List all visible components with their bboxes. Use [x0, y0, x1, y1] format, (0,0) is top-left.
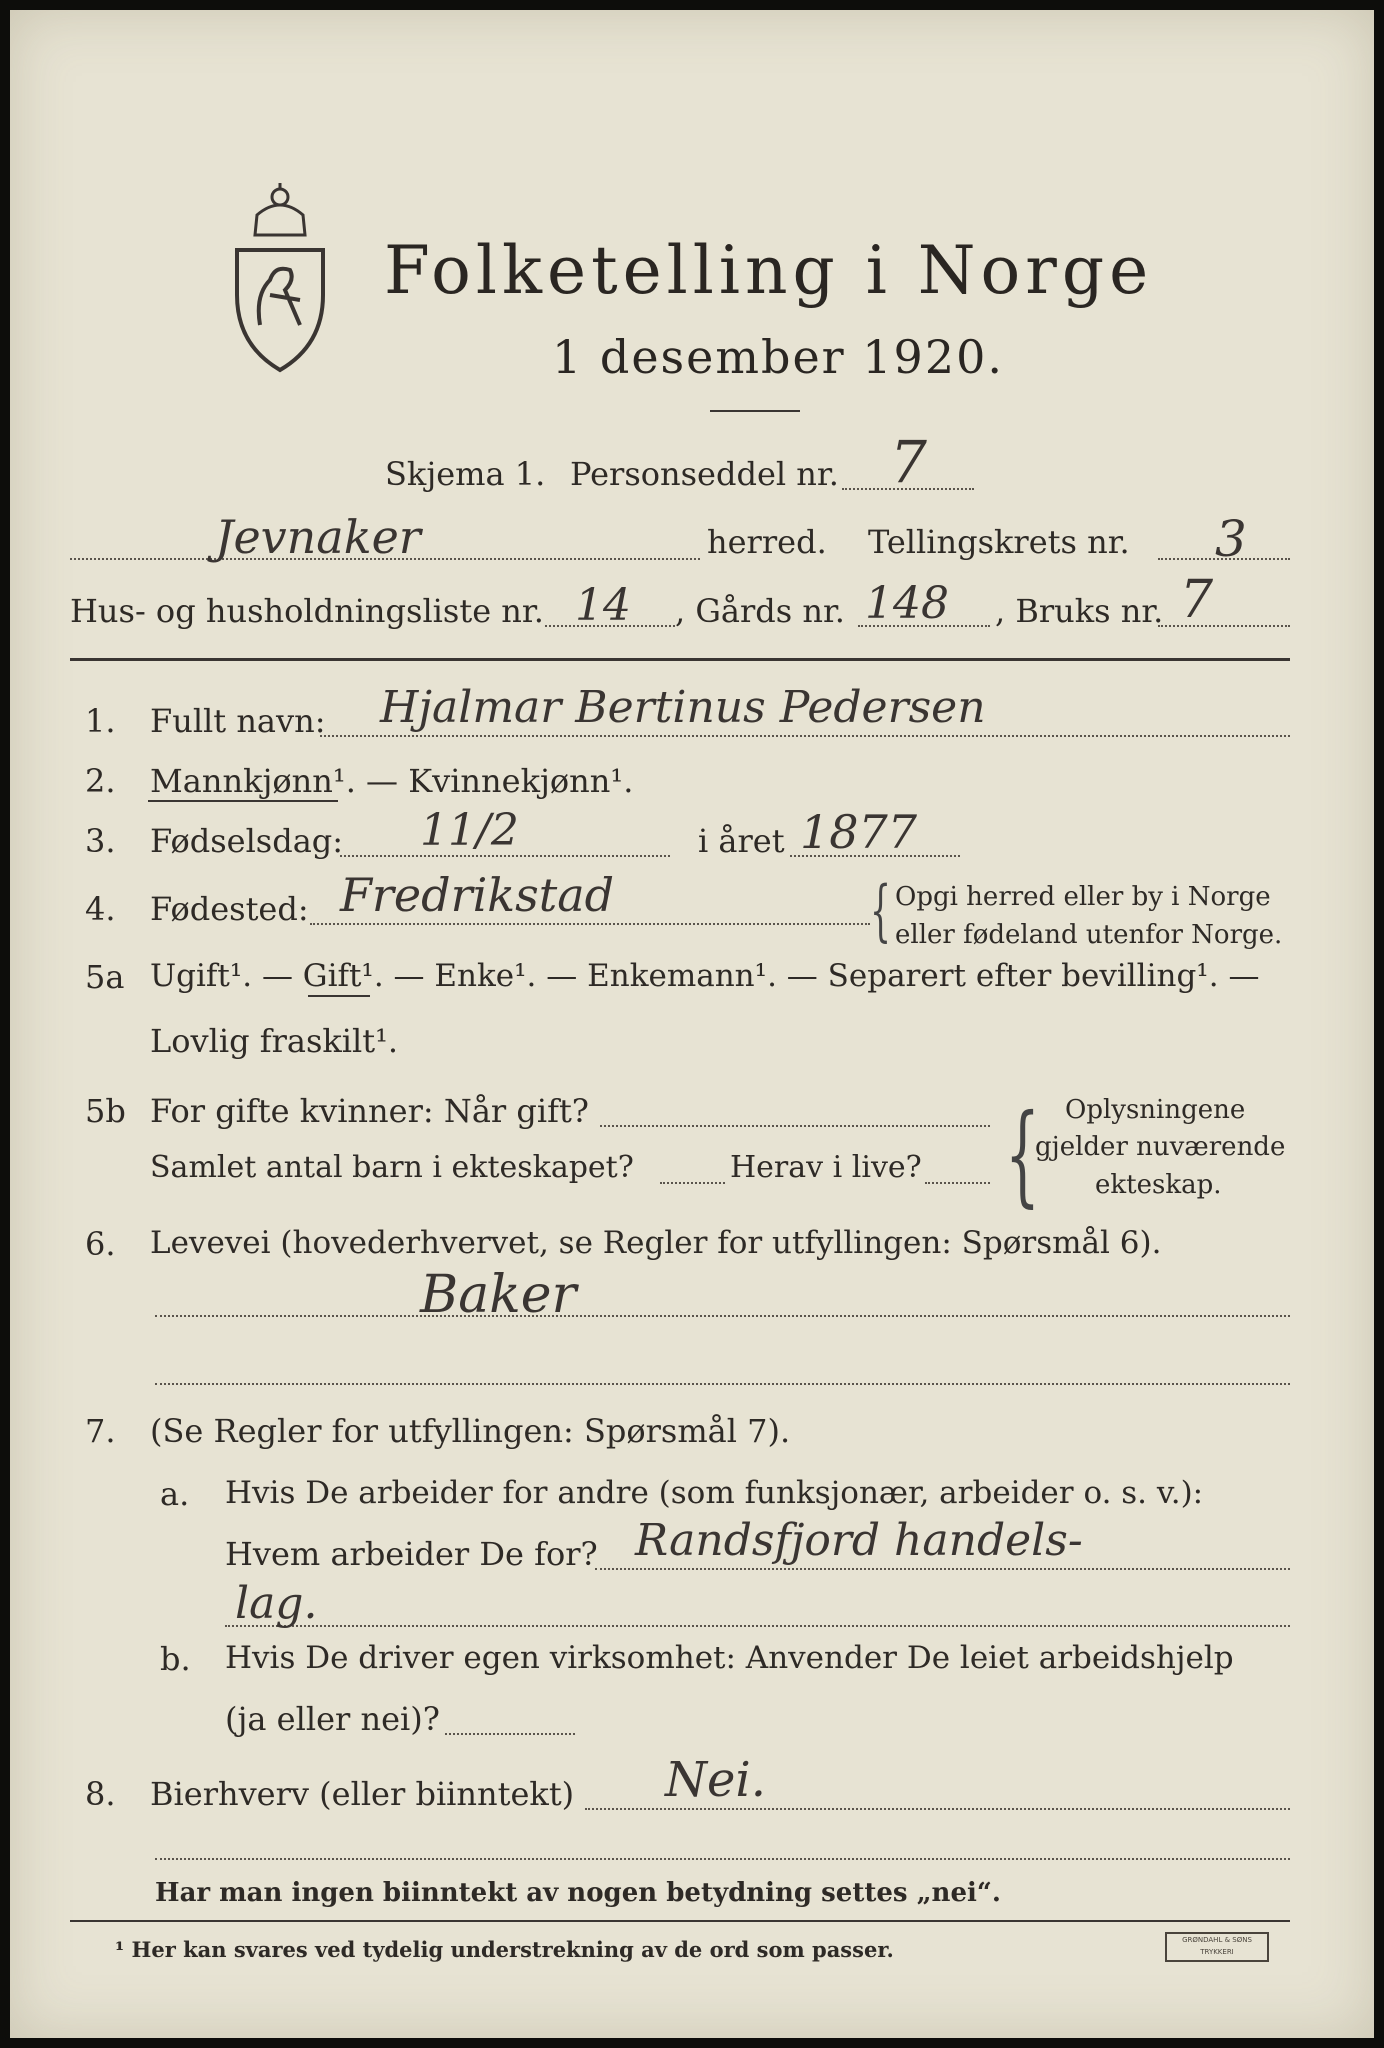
q4-brace: { [870, 872, 891, 949]
q3-year-label: i året [698, 822, 785, 860]
q3-label: Fødselsdag: [150, 822, 344, 860]
q1-line [320, 735, 1290, 737]
section-divider [70, 658, 1290, 661]
hus-label: Hus- og husholdningsliste nr. [70, 592, 544, 630]
skjema-label: Skjema 1. [385, 455, 546, 493]
q5b-line1: For gifte kvinner: Når gift? [150, 1092, 589, 1130]
personseddel-value: 7 [890, 428, 927, 496]
q6-label: Levevei (hovederhvervet, se Regler for utfyllingen: Spørsmål 6). [150, 1225, 1162, 1261]
q5b-brace: { [1005, 1090, 1040, 1218]
q7b-letter: b. [160, 1640, 191, 1678]
q7a-value2: lag. [235, 1578, 318, 1629]
q5a-underline-gift [308, 995, 370, 997]
q4-note-line1: Opgi herred eller by i Norge [895, 882, 1271, 912]
hus-value: 14 [575, 580, 631, 631]
q7-number: 7. [85, 1412, 116, 1450]
tellingskrets-value: 3 [1215, 510, 1247, 568]
form-title: Folketelling i Norge [384, 232, 1154, 309]
q6-number: 6. [85, 1225, 116, 1263]
tellingskrets-label: Tellingskrets nr. [868, 523, 1130, 561]
form-date: 1 desember 1920. [552, 330, 1004, 384]
q5b-alive-line [925, 1182, 990, 1184]
q5a-line1: Ugift¹. — Gift¹. — Enke¹. — Enkemann¹. — Separert efter bevilling¹. — [150, 958, 1260, 994]
q7b-line1: Hvis De driver egen virksomhet: Anvender De leiet arbeidshjelp [225, 1640, 1234, 1676]
bruks-value: 7 [1180, 570, 1214, 630]
herred-label: herred. [707, 523, 827, 561]
q7a-letter: a. [160, 1475, 190, 1513]
q2-underline-mannkjonn [148, 800, 338, 802]
printer-stamp [1165, 1932, 1269, 1962]
q5b-when-line [600, 1125, 990, 1127]
q5b-note2: gjelder nuværende [1035, 1132, 1286, 1162]
title-divider [710, 410, 800, 412]
q8-line2 [155, 1858, 1290, 1860]
q4-label: Fødested: [150, 890, 309, 928]
q4-number: 4. [85, 890, 116, 928]
q4-line [310, 923, 870, 925]
q4-note-line2: eller fødeland utenfor Norge. [895, 920, 1283, 950]
q3-year-value: 1877 [800, 805, 918, 859]
q7a-line-b [225, 1625, 1290, 1627]
q5a-number: 5a [85, 958, 125, 996]
q8-value: Nei. [665, 1752, 767, 1808]
q1-number: 1. [85, 702, 116, 740]
q7b-line [445, 1733, 575, 1735]
q7a-value1: Randsfjord handels- [635, 1515, 1083, 1566]
q7-label: (Se Regler for utfyllingen: Spørsmål 7). [150, 1412, 791, 1450]
q3-number: 3. [85, 822, 116, 860]
q5b-note3: ekteskap. [1095, 1170, 1222, 1200]
q6-value: Baker [420, 1265, 577, 1325]
q5b-children-line [660, 1182, 725, 1184]
q7b-line2: (ja eller nei)? [225, 1700, 440, 1738]
q7a-line2: Hvem arbeider De for? [225, 1535, 598, 1573]
q1-value: Hjalmar Bertinus Pedersen [380, 682, 986, 733]
q5b-line2a: Samlet antal barn i ekteskapet? [150, 1150, 634, 1185]
personseddel-label: Personseddel nr. [570, 455, 839, 493]
gards-label: , Gårds nr. [675, 592, 845, 630]
q2-label: Mannkjønn¹. — Kvinnekjønn¹. [150, 762, 634, 800]
gards-value: 148 [865, 578, 949, 629]
footnote-divider [70, 1920, 1290, 1922]
coat-of-arms-icon [225, 175, 335, 375]
q6-line2 [155, 1383, 1290, 1385]
herred-value: Jevnaker [215, 510, 421, 564]
nei-note: Har man ingen biinntekt av nogen betydning settes „nei“. [155, 1878, 1001, 1908]
q3-value: 11/2 [420, 805, 519, 856]
census-form [10, 10, 1374, 2038]
bruks-line [1158, 625, 1290, 627]
q5b-line2b: Herav i live? [730, 1150, 922, 1185]
q8-label: Bierhverv (eller biinntekt) [150, 1775, 575, 1813]
q4-value: Fredrikstad [340, 868, 615, 922]
bruks-label: , Bruks nr. [995, 592, 1164, 630]
q5a-line2: Lovlig fraskilt¹. [150, 1022, 399, 1060]
q1-label: Fullt navn: [150, 702, 326, 740]
q2-number: 2. [85, 762, 116, 800]
q7a-line1: Hvis De arbeider for andre (som funksjonær, arbeider o. s. v.): [225, 1475, 1204, 1511]
q7a-line-a [595, 1568, 1290, 1570]
q5b-note1: Oplysningene [1065, 1095, 1246, 1125]
printer-stamp-text: GRØNDAHL & SØNS TRYKKERI [1182, 1936, 1252, 1956]
footnote: ¹ Her kan svares ved tydelig understrekning av de ord som passer. [115, 1937, 894, 1962]
q6-line1 [155, 1315, 1290, 1317]
q5b-number: 5b [85, 1092, 126, 1130]
q8-number: 8. [85, 1775, 116, 1813]
q8-line [585, 1808, 1290, 1810]
